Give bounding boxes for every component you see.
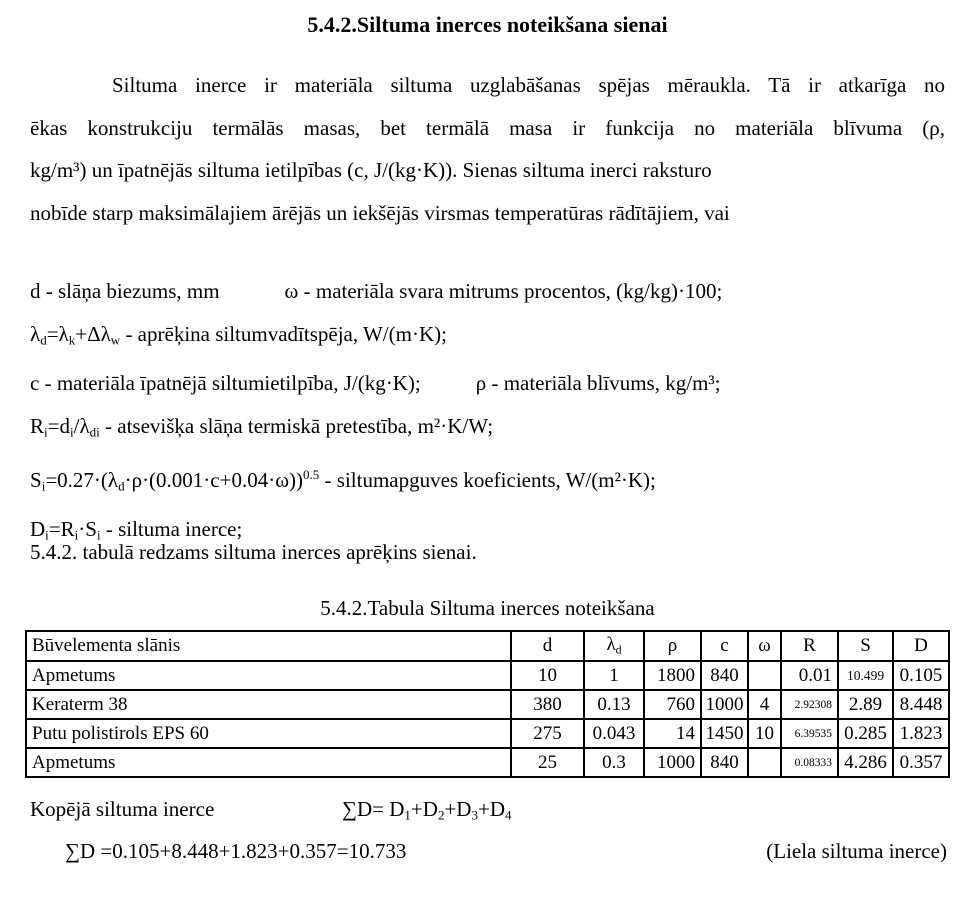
table-cell bbox=[748, 661, 781, 690]
table-cell: 0.08333 bbox=[781, 748, 838, 777]
table-cell: Apmetums bbox=[26, 661, 511, 690]
table-cell: 0.105 bbox=[893, 661, 949, 690]
table-row bbox=[26, 661, 949, 690]
total-inertia-label: Kopējā siltuma inerce bbox=[30, 797, 215, 821]
table-cell: Keraterm 38 bbox=[26, 690, 511, 719]
definition-line: $R_i=d_i/\lambda_{di}$ - atsevišķa slāņa termiskā pretestība, m²·K/W; bbox=[30, 413, 494, 440]
table-cell: Apmetums bbox=[26, 748, 511, 777]
total-inertia-sum: ∑D =0.105+8.448+1.823+0.357=10.733 bbox=[65, 839, 407, 863]
definition-line: $S_i=0.27\cdot(\lambda_d\cdot\rho\cdot(0.001\cdot c+0.04\cdot\omega))^{0.5}$ - siltumapguves koeficients, W/(m²·K); bbox=[30, 467, 656, 494]
inertia-table bbox=[25, 630, 950, 778]
table-header-cell: ρ bbox=[644, 631, 701, 661]
table-cell: 1800 bbox=[644, 661, 701, 690]
table-cell: 2.89 bbox=[838, 690, 893, 719]
table-cell: 8.448 bbox=[893, 690, 949, 719]
table-cell: 0.01 bbox=[781, 661, 838, 690]
table-cell: 840 bbox=[701, 748, 748, 777]
table-cell: 25 bbox=[511, 748, 584, 777]
paragraph-line: kg/m³) un īpatnējās siltuma ietilpības (c, J/(kg·K)). Sienas siltuma inerci raksturo bbox=[30, 158, 712, 182]
table-header-cell: S bbox=[838, 631, 893, 661]
table-header-row bbox=[26, 631, 949, 661]
definitions-list bbox=[30, 270, 955, 556]
table-cell bbox=[748, 748, 781, 777]
table-header-cell: d bbox=[511, 631, 584, 661]
table-cell: 1450 bbox=[701, 719, 748, 748]
table-cell: Putu polistirols EPS 60 bbox=[26, 719, 511, 748]
table-cell: 1.823 bbox=[893, 719, 949, 748]
table-intro-text: 5.4.2. tabulā redzams siltuma inerces aprēķins sienai. bbox=[30, 540, 477, 564]
inertia-rating-note: (Liela siltuma inerce) bbox=[766, 839, 947, 863]
table-cell: 0.043 bbox=[584, 719, 644, 748]
table-header-cell: R bbox=[781, 631, 838, 661]
table-header-cell: D bbox=[893, 631, 949, 661]
table-cell: 1 bbox=[584, 661, 644, 690]
table-cell: 0.13 bbox=[584, 690, 644, 719]
paragraph-line: Siltuma inerce ir materiāla siltuma uzglabāšanas spējas mēraukla. Tā ir atkarīga no bbox=[112, 73, 945, 97]
table-header-cell: ω bbox=[748, 631, 781, 661]
table-cell: 1000 bbox=[701, 690, 748, 719]
table-cell: 760 bbox=[644, 690, 701, 719]
table-body bbox=[26, 661, 949, 777]
table-header-cell: Būvelementa slānis bbox=[26, 631, 511, 661]
definition-line: $D_i=R_i\cdot S_i$ - siltuma inerce; bbox=[30, 516, 243, 543]
definition-line: d - slāņa biezums, mm ω - materiāla svara mitrums procentos, (kg/kg)·100; bbox=[30, 279, 723, 303]
table-row bbox=[26, 719, 949, 748]
inertia-table-wrap bbox=[25, 630, 950, 778]
table-cell: 840 bbox=[701, 661, 748, 690]
table-cell: 0.285 bbox=[838, 719, 893, 748]
table-cell: 1000 bbox=[644, 748, 701, 777]
total-inertia-row bbox=[30, 797, 947, 840]
table-cell: 10 bbox=[511, 661, 584, 690]
table-cell: 10.499 bbox=[838, 661, 893, 690]
total-inertia-sum-row bbox=[30, 839, 947, 882]
table-cell: 275 bbox=[511, 719, 584, 748]
table-cell: 0.357 bbox=[893, 748, 949, 777]
total-inertia-formula: $\sum D= D_1+D_2+D_3+D_4$ bbox=[342, 797, 512, 823]
table-caption: 5.4.2.Tabula Siltuma inerces noteikšana bbox=[320, 596, 655, 620]
intro-paragraph bbox=[30, 64, 945, 234]
table-header-cell: c bbox=[701, 631, 748, 661]
table-row bbox=[26, 748, 949, 777]
table-row bbox=[26, 690, 949, 719]
table-cell: 10 bbox=[748, 719, 781, 748]
paragraph-line: nobīde starp maksimālajiem ārējās un iekšējās virsmas temperatūras rādītājiem, vai bbox=[30, 200, 730, 225]
page-title: 5.4.2.Siltuma inerces noteikšana sienai bbox=[307, 12, 668, 37]
paragraph-line: ēkas konstrukciju termālās masas, bet termālā masa ir funkcija no materiāla blīvuma (ρ, bbox=[30, 115, 945, 140]
table-cell: 4 bbox=[748, 690, 781, 719]
definition-line: c - materiāla īpatnējā siltumietilpība, J/(kg·K); ρ - materiāla blīvums, kg/m³; bbox=[30, 370, 721, 395]
table-cell: 0.3 bbox=[584, 748, 644, 777]
table-header-cell: $\lambda_d$ bbox=[584, 631, 644, 661]
definition-line: $\lambda_d=\lambda_k+\Delta\lambda_w$ - aprēķina siltumvadītspēja, W/(m·K); bbox=[30, 322, 447, 348]
table-cell: 14 bbox=[644, 719, 701, 748]
table-cell: 380 bbox=[511, 690, 584, 719]
table-cell: 4.286 bbox=[838, 748, 893, 777]
table-cell: 6.39535 bbox=[781, 719, 838, 748]
table-cell: 2.92308 bbox=[781, 690, 838, 719]
